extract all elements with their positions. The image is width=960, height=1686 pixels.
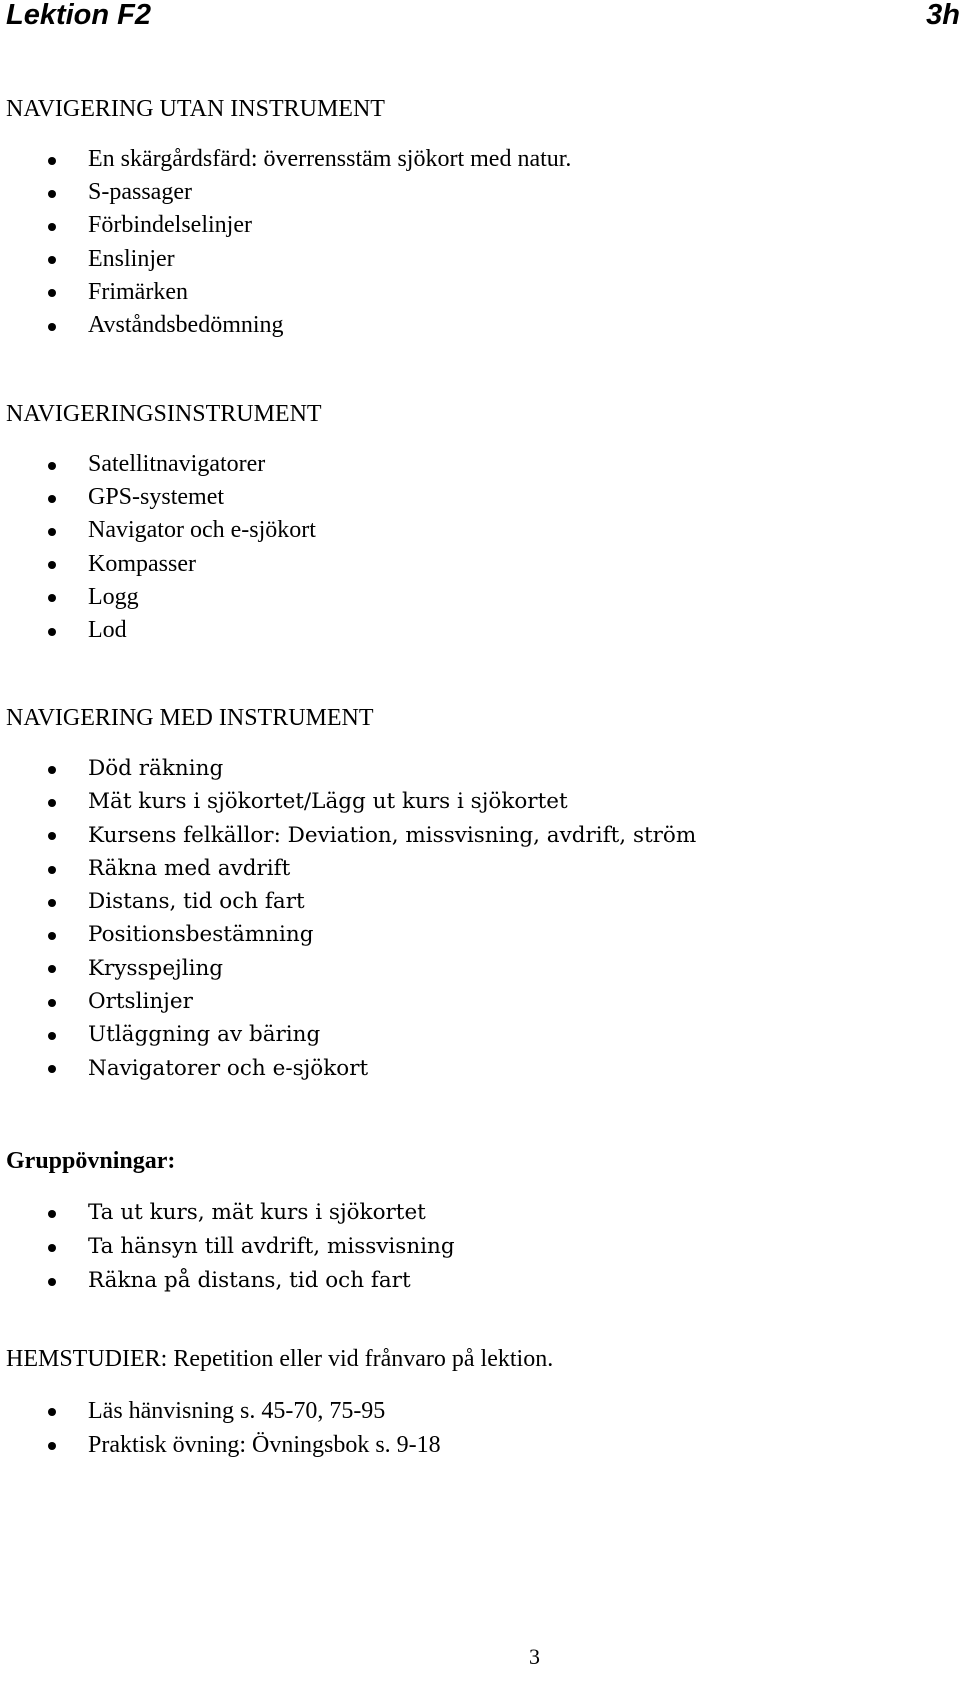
lesson-duration: 3h: [926, 0, 960, 31]
list-item: Avståndsbedömning: [6, 309, 960, 342]
list-item: Navigatorer och e-sjökort: [6, 1052, 960, 1085]
list-item: Räkna med avdrift: [6, 852, 960, 885]
list-item: Ta hänsyn till avdrift, missvisning: [6, 1230, 960, 1264]
list-item: Navigator och e-sjökort: [6, 514, 960, 547]
section-navigering-med-instrument: [6, 703, 960, 1085]
list-item: Satellitnavigatorer: [6, 448, 960, 481]
section-heading: NAVIGERING MED INSTRUMENT: [6, 705, 374, 731]
list-item: GPS-systemet: [6, 481, 960, 514]
bullet-list: [6, 143, 960, 342]
section-hemstudier: [6, 1344, 960, 1462]
list-item: Krysspejling: [6, 952, 960, 985]
list-item: Ortslinjer: [6, 985, 960, 1018]
bullet-list: [6, 1394, 960, 1462]
list-item: Läs hänvisning s. 45-70, 75-95: [6, 1394, 960, 1428]
list-item: Mät kurs i sjökortet/Lägg ut kurs i sjökortet: [6, 785, 960, 818]
section-heading: NAVIGERINGSINSTRUMENT: [6, 401, 322, 427]
list-item: Praktisk övning: Övningsbok s. 9-18: [6, 1428, 960, 1462]
list-item: Död räkning: [6, 752, 960, 785]
section-navigering-utan-instrument: [6, 94, 960, 342]
page-number: 3: [529, 1644, 540, 1669]
list-item: S-passager: [6, 176, 960, 209]
section-heading: HEMSTUDIER: Repetition eller vid frånvaro på lektion.: [6, 1346, 554, 1372]
list-item: Distans, tid och fart: [6, 885, 960, 918]
list-item: Enslinjer: [6, 243, 960, 276]
list-item: Lod: [6, 614, 960, 647]
section-heading: NAVIGERING UTAN INSTRUMENT: [6, 96, 385, 122]
list-item: Positionsbestämning: [6, 918, 960, 951]
list-item: Utläggning av bäring: [6, 1018, 960, 1051]
section-heading: Gruppövningar:: [6, 1148, 176, 1174]
page-header: [6, 0, 960, 32]
bullet-list: [6, 752, 960, 1085]
lesson-title: Lektion F2: [6, 0, 152, 31]
bullet-list: [6, 1196, 960, 1298]
list-item: Kompasser: [6, 548, 960, 581]
list-item: Ta ut kurs, mät kurs i sjökortet: [6, 1196, 960, 1230]
bullet-list: [6, 448, 960, 647]
list-item: Förbindelselinjer: [6, 209, 960, 242]
section-navigeringsinstrument: [6, 399, 960, 647]
list-item: Räkna på distans, tid och fart: [6, 1264, 960, 1298]
list-item: En skärgårdsfärd: överrensstäm sjökort med natur.: [6, 143, 960, 176]
list-item: Kursens felkällor: Deviation, missvisning, avdrift, ström: [6, 819, 960, 852]
list-item: Logg: [6, 581, 960, 614]
section-gruppovningar: [6, 1146, 960, 1298]
list-item: Frimärken: [6, 276, 960, 309]
